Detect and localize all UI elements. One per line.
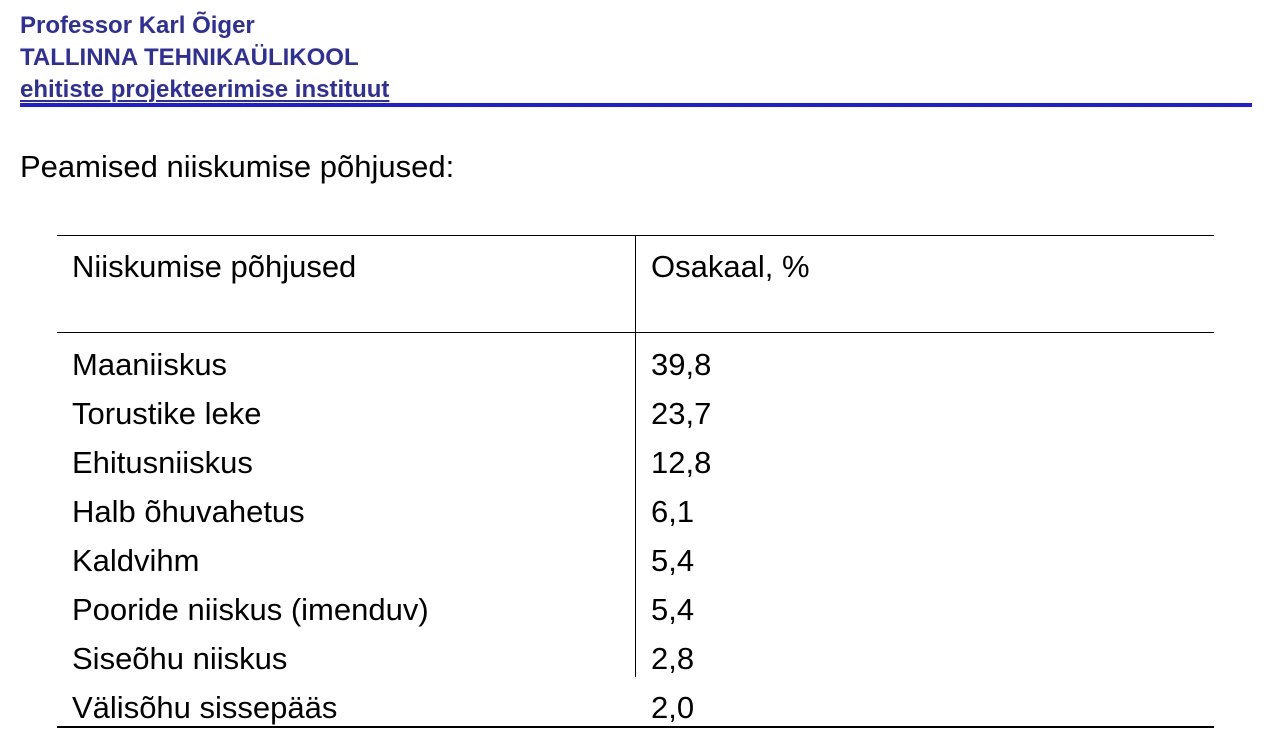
table-row-cause: Maaniiskus	[72, 347, 228, 382]
column-header-cause: Niiskumise põhjused	[72, 249, 357, 284]
header-divider	[20, 103, 1252, 107]
table-row-share: 5,4	[651, 543, 695, 578]
university-name: TALLINNA TEHNIKAÜLIKOOL	[20, 44, 359, 71]
table-row-share: 23,7	[651, 396, 712, 431]
table-row-share: 12,8	[651, 445, 712, 480]
column-header-share: Osakaal, %	[651, 249, 810, 284]
table-row-cause: Kaldvihm	[72, 543, 200, 578]
table-row-cause: Pooride niiskus (imenduv)	[72, 592, 429, 627]
table-row-cause: Siseõhu niiskus	[72, 641, 288, 676]
table-bottom-rule	[57, 726, 1214, 728]
page-title: Peamised niiskumise põhjused:	[20, 149, 455, 184]
table-row-cause: Torustike leke	[72, 396, 262, 431]
institute-name: ehitiste projekteerimise instituut	[20, 76, 390, 103]
table-row-share: 2,0	[651, 690, 695, 725]
causes-table	[57, 235, 1214, 728]
table-row-share: 2,8	[651, 641, 695, 676]
table-row-share: 5,4	[651, 592, 695, 627]
table-column-divider	[635, 235, 636, 333]
table-row-share: 39,8	[651, 347, 712, 382]
table-row-share: 6,1	[651, 494, 695, 529]
table-row-cause: Välisõhu sissepääs	[72, 690, 338, 725]
table-column-divider	[635, 333, 636, 677]
table-row-cause: Halb õhuvahetus	[72, 494, 305, 529]
table-row-cause: Ehitusniiskus	[72, 445, 253, 480]
author-name: Professor Karl Õiger	[20, 12, 255, 39]
document-header	[20, 10, 1252, 106]
